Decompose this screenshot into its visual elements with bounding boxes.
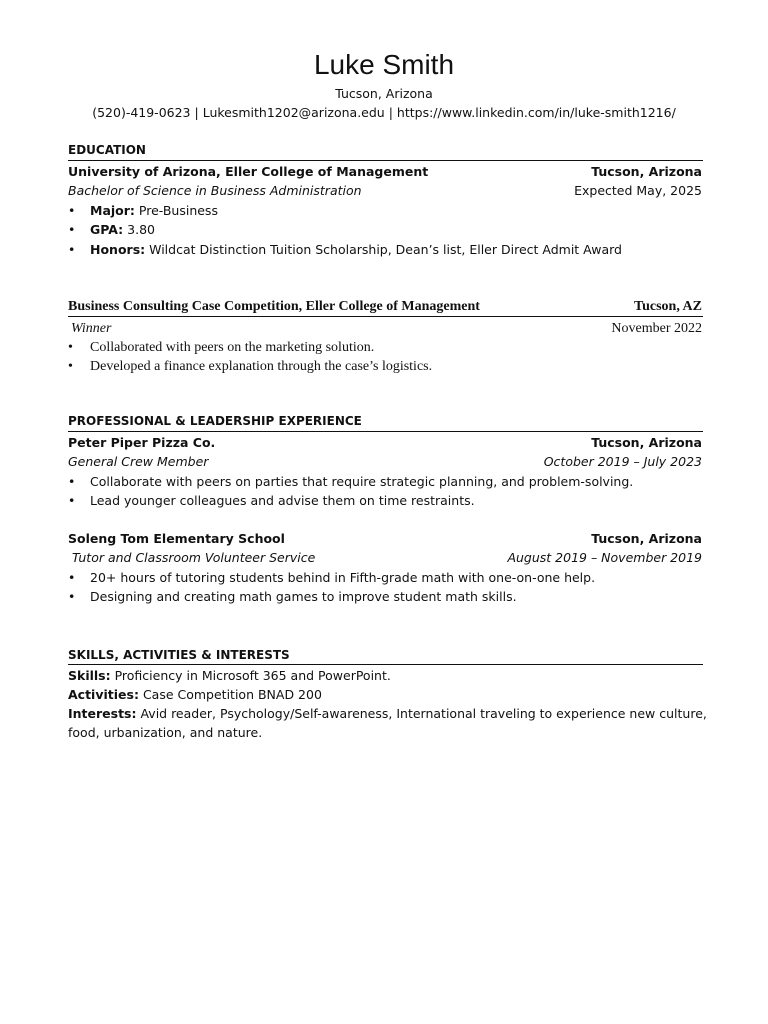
bullet-icon: • [68, 222, 76, 237]
experience-divider [68, 431, 703, 432]
contact-separator: | [194, 105, 199, 120]
bullet-icon: • [68, 340, 73, 355]
competition-title: Business Consulting Case Competition, Eller College of Management [68, 299, 480, 314]
job-bullet-text: 20+ hours of tutoring students behind in Fifth-grade math with one-on-one help. [90, 570, 596, 585]
linkedin-link[interactable]: https://www.linkedin.com/in/luke-smith1216/ [396, 105, 676, 120]
skills-line [68, 668, 708, 684]
job-role: General Crew Member [68, 454, 209, 469]
interests-line [68, 706, 708, 722]
job-org: Peter Piper Pizza Co. [68, 435, 216, 450]
competition-role: Winner [71, 321, 112, 336]
email-link[interactable]: Lukesmith1202@arizona.edu [202, 105, 385, 120]
job-role: Tutor and Classroom Volunteer Service [72, 550, 316, 565]
education-degree-row [68, 183, 702, 199]
competition-location: Tucson, AZ [634, 299, 702, 314]
job-dates: August 2019 – November 2019 [507, 550, 702, 565]
candidate-location: Tucson, Arizona [335, 86, 433, 101]
bullet-icon: • [68, 359, 73, 374]
education-major-label: Major: [90, 203, 135, 218]
bullet-icon: • [68, 493, 76, 508]
candidate-name: Luke Smith [313, 49, 455, 80]
activities-label: Activities: [68, 687, 139, 702]
bullet-icon: • [68, 242, 76, 257]
job-bullet-text: Collaborate with peers on parties that require strategic planning, and problem-solving. [90, 474, 634, 489]
job-dates: October 2019 – July 2023 [543, 454, 702, 469]
job-org: Soleng Tom Elementary School [68, 531, 285, 546]
bullet-icon: • [68, 474, 76, 489]
competition-role-row [68, 320, 702, 337]
job-bullet-text: Designing and creating math games to improve student math skills. [90, 589, 517, 604]
job-location: Tucson, Arizona [591, 531, 702, 546]
education-degree: Bachelor of Science in Business Administration [68, 183, 362, 198]
bullet-icon: • [68, 589, 76, 604]
competition-bullet-text: Developed a finance explanation through the case’s logistics. [90, 359, 433, 374]
skills-label: Skills: [68, 668, 111, 683]
skills-value: Proficiency in Microsoft 365 and PowerPoint. [110, 668, 391, 683]
competition-divider [68, 316, 703, 317]
education-school: University of Arizona, Eller College of Management [68, 164, 429, 179]
education-gpa-value: 3.80 [123, 222, 155, 237]
job-role-row [68, 550, 702, 566]
education-gpa-label: GPA: [90, 222, 124, 237]
education-honors-label: Honors: [90, 242, 146, 257]
activities-line [68, 687, 708, 703]
interests-label: Interests: [68, 706, 137, 721]
job-location: Tucson, Arizona [591, 435, 702, 450]
experience-heading: PROFESSIONAL & LEADERSHIP EXPERIENCE [68, 414, 362, 428]
job-role-row [68, 454, 702, 470]
education-date: Expected May, 2025 [574, 183, 702, 198]
education-school-row [68, 164, 702, 180]
education-heading: EDUCATION [68, 143, 146, 157]
contact-separator: | [388, 105, 393, 120]
job-org-row [68, 531, 702, 547]
education-location: Tucson, Arizona [591, 164, 702, 179]
education-major-value: Pre-Business [134, 203, 218, 218]
competition-title-row [68, 298, 702, 315]
education-honors-value: Wildcat Distinction Tuition Scholarship, Dean’s list, Eller Direct Admit Award [145, 242, 622, 257]
competition-date: November 2022 [611, 321, 702, 336]
education-divider [68, 160, 703, 161]
interests-line-continued: food, urbanization, and nature. [68, 725, 263, 740]
job-bullet-text: Lead younger colleagues and advise them on time restraints. [90, 493, 475, 508]
skills-heading: SKILLS, ACTIVITIES & INTERESTS [68, 648, 290, 662]
skills-divider [68, 664, 703, 665]
bullet-icon: • [68, 203, 76, 218]
job-org-row [68, 435, 702, 451]
bullet-icon: • [68, 570, 76, 585]
phone-number: (520)-419-0623 [92, 105, 191, 120]
competition-bullet-text: Collaborated with peers on the marketing solution. [90, 340, 375, 355]
activities-value: Case Competition BNAD 200 [138, 687, 322, 702]
interests-value: Avid reader, Psychology/Self-awareness, International traveling to experience new culture, [136, 706, 707, 721]
contact-line [0, 105, 768, 121]
